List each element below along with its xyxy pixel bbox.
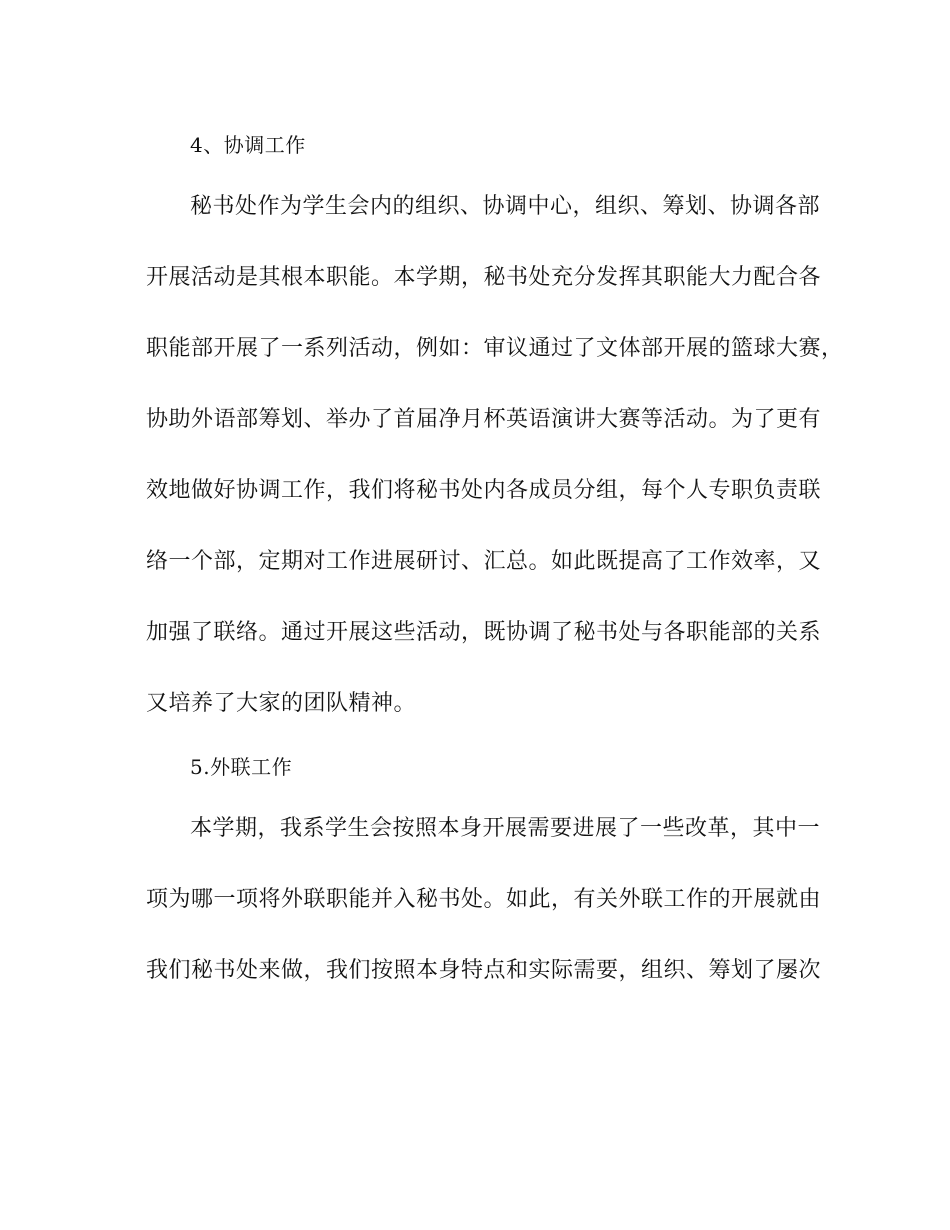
- paragraph-line: 效地做好协调工作，我们将秘书处内各成员分组，每个人专职负责联: [146, 478, 822, 503]
- paragraph-line: 项为哪一项将外联职能并入秘书处。如此，有关外联工作的开展就由: [146, 887, 822, 912]
- paragraph-line: 加强了联络。通过开展这些活动，既协调了秘书处与各职能部的关系: [146, 620, 822, 645]
- paragraph-line: 又培养了大家的团队精神。: [146, 691, 417, 716]
- section-heading-external-relations: 5.外联工作: [190, 755, 293, 779]
- paragraph-line: 秘书处作为学生会内的组织、协调中心，组织、筹划、协调各部: [190, 194, 821, 219]
- paragraph-line: 本学期，我系学生会按照本身开展需要进展了一些改革，其中一: [190, 816, 821, 841]
- paragraph-line: 协助外语部筹划、举办了首届净月杯英语演讲大赛等活动。为了更有: [146, 407, 822, 432]
- paragraph-line: 我们秘书处来做，我们按照本身特点和实际需要，组织、筹划了屡次: [146, 958, 822, 983]
- section-heading-coordination: 4、协调工作: [190, 133, 306, 157]
- paragraph-line: 职能部开展了一系列活动，例如：审议通过了文体部开展的篮球大赛，: [146, 336, 844, 361]
- paragraph-line: 开展活动是其根本职能。本学期，秘书处充分发挥其职能大力配合各: [146, 265, 822, 290]
- paragraph-line: 络一个部，定期对工作进展研讨、汇总。如此既提高了工作效率，又: [146, 549, 822, 574]
